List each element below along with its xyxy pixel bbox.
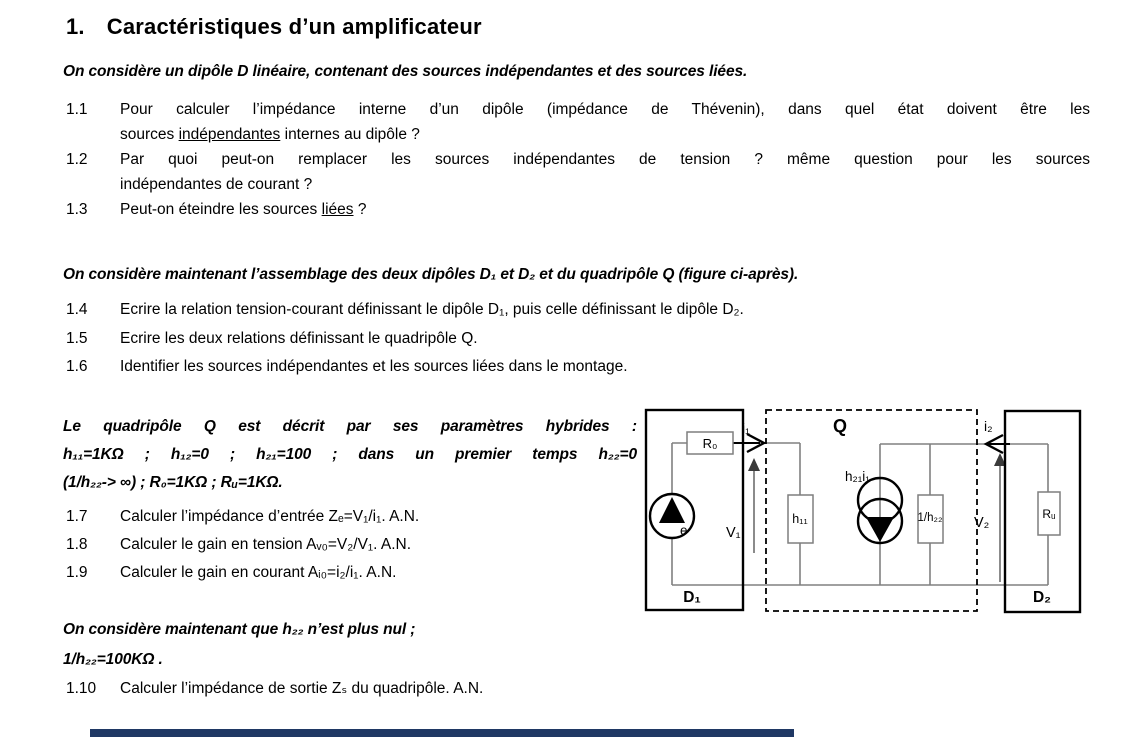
circuit-diagram [640, 402, 1092, 622]
question-number: 1.8 [66, 536, 88, 553]
question-text: Calculer l’impédance de sortie Zₛ du quadripôle. A.N. [120, 680, 484, 697]
hybrid-parameters-paragraph [63, 413, 637, 497]
question-text [120, 97, 1090, 147]
question-1-6 [66, 354, 1090, 379]
question-number: 1.3 [66, 201, 88, 218]
line2-post: internes au dipôle ? [280, 126, 420, 143]
question-1-5 [66, 326, 1090, 351]
label-ru: Rᵤ [1042, 507, 1056, 521]
hybrid-line2: h₁₁=1KΩ ; h₁₂=0 ; h₂₁=100 ; dans un premier temps h₂₂=0 [63, 446, 637, 463]
label-e: e [680, 523, 688, 538]
line2-pre: sources [120, 126, 179, 143]
question-text: Ecrire la relation tension-courant définissant le dipôle D₁, puis celle définissant le dipôle D₂. [120, 301, 744, 318]
q13-post: ? [353, 201, 367, 218]
question-number: 1.7 [66, 508, 88, 525]
question-number: 1.9 [66, 564, 88, 581]
underlined-word: liées [321, 201, 354, 218]
label-i1: i₁ [742, 420, 750, 436]
question-text [120, 147, 1090, 197]
label-d1: D₁ [683, 589, 701, 606]
question-1-1-line1: Pour calculer l’impédance interne d’un dipôle (impédance de Thévenin), dans quel état doivent être les [120, 101, 1090, 118]
label-r0: R₀ [702, 436, 718, 451]
label-d2: D₂ [1032, 589, 1052, 606]
question-text: Calculer le gain en courant Aᵢ₀=i₂/i₁. A.N. [120, 564, 397, 581]
question-number: 1.6 [66, 358, 88, 375]
label-1h22: 1/h₂₂ [917, 512, 943, 524]
label-h21i1: h₂₁i₁ [845, 469, 870, 484]
question-text [120, 197, 1090, 222]
label-h11: h₁₁ [792, 512, 808, 526]
intro-paragraph: On considère un dipôle D linéaire, contenant des sources indépendantes et des sources liées. [63, 63, 748, 80]
question-number: 1.5 [66, 330, 88, 347]
question-1-7 [66, 504, 640, 529]
question-1-2-line2: indépendantes de courant ? [120, 176, 313, 193]
assembly-paragraph: On considère maintenant l’assemblage des deux dipôles D₁ et D₂ et du quadripôle Q (figure ci-après). [63, 266, 799, 283]
question-1-2 [66, 147, 1090, 197]
v1-arrowhead-icon [748, 458, 760, 471]
q13-pre: Peut-on éteindre les sources [120, 201, 322, 218]
label-v2: V₂ [974, 515, 990, 531]
h22-paragraph [63, 615, 637, 675]
question-1-3 [66, 197, 1090, 222]
question-text: Calculer le gain en tension Aᵥ₀=V₂/V₁. A.N. [120, 536, 412, 553]
label-q: Q [832, 416, 848, 436]
question-number: 1.2 [66, 151, 88, 168]
section-number: 1. [66, 14, 85, 39]
question-1-2-line1: Par quoi peut-on remplacer les sources indépendantes de tension ? même question pour les sources [120, 151, 1090, 168]
hybrid-line1: Le quadripôle Q est décrit par ses paramètres hybrides : [63, 418, 637, 435]
underlined-word: indépendantes [178, 126, 281, 143]
question-number: 1.10 [66, 680, 97, 697]
question-1-4 [66, 297, 1090, 322]
hybrid-line3: (1/h₂₂-> ∞) ; R₀=1KΩ ; Rᵤ=1KΩ. [63, 474, 283, 491]
question-1-1-line2 [120, 122, 1090, 147]
question-text: Ecrire les deux relations définissant le quadripôle Q. [120, 330, 478, 347]
question-1-1 [66, 97, 1090, 147]
h22-line2: 1/h₂₂=100KΩ . [63, 651, 163, 668]
section-title: Caractéristiques d’un amplificateur [106, 14, 482, 39]
h22-line1: On considère maintenant que h₂₂ n’est plus nul ; [63, 621, 416, 638]
label-i2: i₂ [984, 418, 993, 434]
section-heading [66, 14, 482, 40]
next-page-table-edge [90, 729, 794, 737]
question-text: Identifier les sources indépendantes et les sources liées dans le montage. [120, 358, 628, 375]
controlled-source-arrow-icon [866, 517, 894, 542]
question-1-9 [66, 560, 640, 585]
label-v1: V₁ [726, 525, 741, 541]
question-1-8 [66, 532, 640, 557]
question-number: 1.4 [66, 301, 88, 318]
question-text: Calculer l’impédance d’entrée Zₑ=V₁/i₁. A.N. [120, 508, 420, 525]
question-1-10 [66, 676, 1090, 701]
question-number: 1.1 [66, 101, 88, 118]
